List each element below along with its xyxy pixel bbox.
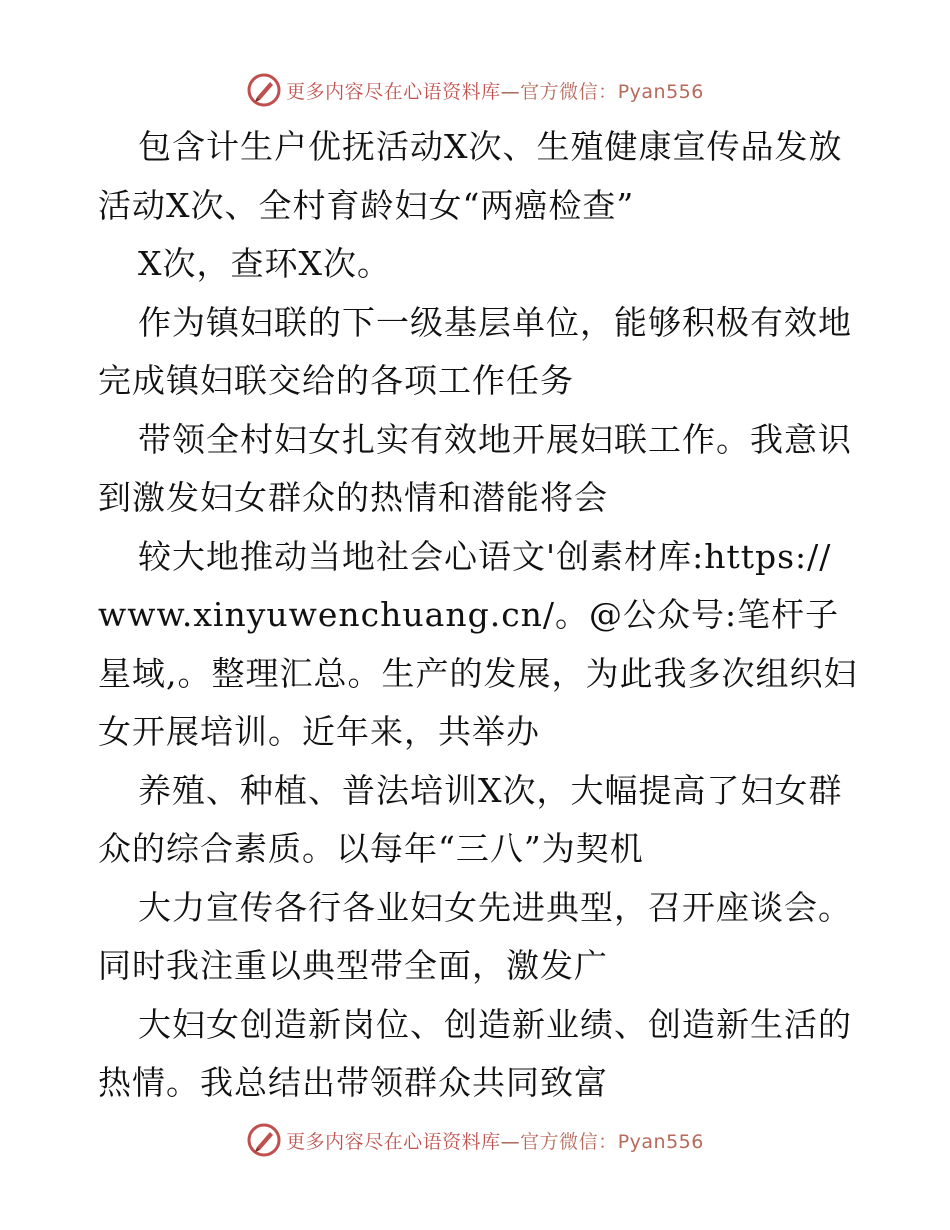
paragraph: 大力宣传各行各业妇女先进典型，召开座谈会。同时我注重以典型带全面，激发广 — [98, 887, 852, 985]
banner-promo: 更多内容尽在心语资料库 — [286, 1130, 501, 1153]
banner-text — [286, 77, 704, 104]
paragraph: 较大地推动当地社会心语文'创素材库:https://www.xinyuwenchuang.cn/。@公众号:笔杆子星域,。整理汇总。生产的发展，为此我多次组织妇女开展培训。近年来，共举办 — [98, 536, 858, 751]
paragraph: 大妇女创造新岗位、创造新业绩、创造新生活的热情。我总结出带领群众共同致富 — [98, 1004, 852, 1102]
banner-separator: — — [500, 1130, 521, 1153]
banner-wechat-label: 官方微信： — [520, 1130, 618, 1153]
header-banner — [0, 70, 950, 110]
paragraph: 作为镇妇联的下一级基层单位，能够积极有效地完成镇妇联交给的各项工作任务 — [98, 302, 852, 400]
paragraph: 包含计生户优抚活动X次、生殖健康宣传品发放活动X次、全村育龄妇女“两癌检查” — [98, 127, 843, 225]
footer-banner — [0, 1120, 950, 1160]
banner-separator: — — [500, 80, 521, 103]
banner-wechat-id: Pyan556 — [617, 1130, 704, 1153]
banner-promo: 更多内容尽在心语资料库 — [286, 80, 501, 103]
banner-wechat-id: Pyan556 — [617, 80, 704, 103]
paragraph: 养殖、种植、普法培训X次，大幅提高了妇女群众的综合素质。以每年“三八”为契机 — [98, 770, 843, 868]
paragraph: X次，查环X次。 — [138, 244, 391, 283]
banner-wechat-label: 官方微信： — [520, 80, 618, 103]
pen-logo-icon — [246, 72, 282, 108]
document-body — [98, 118, 858, 1113]
pen-logo-icon — [246, 1122, 282, 1158]
paragraph: 带领全村妇女扎实有效地开展妇联工作。我意识到激发妇女群众的热情和潜能将会 — [98, 419, 852, 517]
banner-text — [286, 1127, 704, 1154]
